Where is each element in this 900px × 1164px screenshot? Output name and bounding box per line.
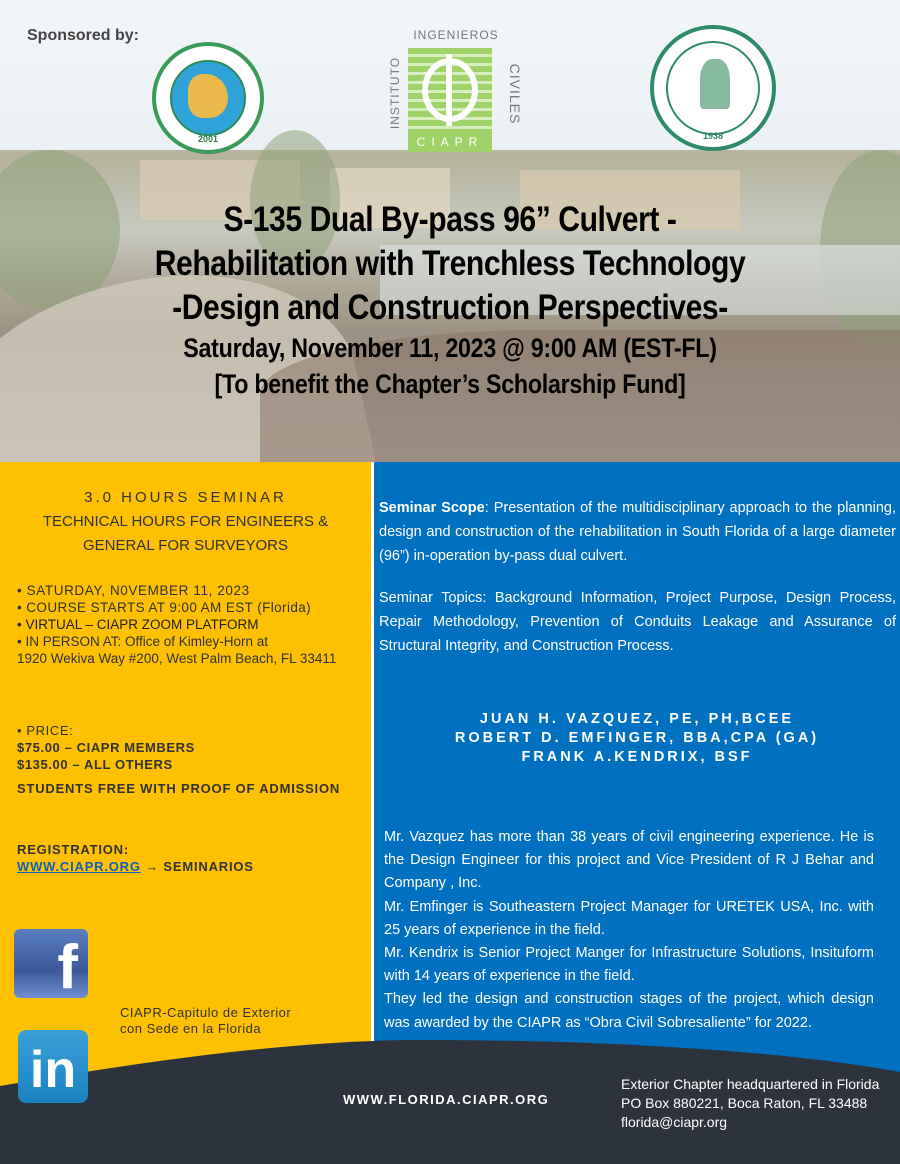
seminar-topics: Seminar Topics: Background Information, Project Purpose, Design Process, Repair Methodology, Prevention of Conduits Leakage and Assurance of Structural Integrity, and Construction Process. (379, 590, 896, 654)
speaker-name: FRANK A.KENDRIX, BSF (521, 749, 753, 765)
event-benefit: [To benefit the Chapter’s Scholarship Fund] (214, 369, 686, 399)
seminar-sub: TECHNICAL HOURS FOR ENGINEERS & (42, 513, 329, 530)
price-label: • PRICE: (17, 723, 74, 738)
event-detail-item: • COURSE STARTS AT 9:00 AM EST (Florida) (17, 600, 312, 615)
chapter-name-line: CIAPR-Capitulo de Exterior (120, 1005, 292, 1020)
ciapr-logo-icon (384, 28, 524, 156)
speakers-list (374, 710, 900, 767)
footer-url[interactable]: WWW.FLORIDA.CIAPR.ORG (343, 1092, 550, 1107)
event-title-line: -Design and Construction Perspectives- (172, 288, 728, 327)
event-title-line: S-135 Dual By-pass 96” Culvert - (223, 200, 677, 239)
price-block (17, 722, 195, 773)
cia-seal-icon (650, 25, 776, 151)
ciapr-logo-right: CIVILES (507, 63, 523, 125)
event-detail-item: 1920 Wekiva Way #200, West Palm Beach, FL 33411 (17, 651, 337, 666)
price-members: $75.00 – CIAPR MEMBERS (17, 740, 195, 755)
speaker-bios (384, 826, 874, 1035)
registration-block (17, 841, 254, 875)
seminar-scope (379, 496, 896, 568)
speaker-bio: Mr. Vazquez has more than 38 years of civil engineering experience. He is the Design Engineer for this project and Vice President of R J Behar and Company , Inc. (384, 829, 874, 892)
cia-seal-year: 1938 (702, 131, 724, 141)
students-note: STUDENTS FREE WITH PROOF OF ADMISSION (17, 781, 341, 796)
event-title-line: Rehabilitation with Trenchless Technology (154, 244, 746, 283)
speaker-bio: Mr. Kendrix is Senior Project Manger for Infrastructure Solutions, Insituform with 14 years of experience in the field. (384, 945, 874, 985)
ciapr-logo-top: INGENIEROS (413, 28, 499, 42)
linkedin-icon[interactable]: in (18, 1030, 88, 1103)
hero-banner (0, 0, 900, 462)
ciapr-logo-left: INSTITUTO (388, 56, 402, 130)
event-date: Saturday, November 11, 2023 @ 9:00 AM (EST-FL) (183, 333, 717, 363)
speaker-name: JUAN H. VAZQUEZ, PE, PH,BCEE (479, 711, 795, 727)
price-others: $135.00 – ALL OTHERS (17, 757, 173, 772)
footer-address (621, 1075, 879, 1132)
footer-address-line: PO Box 880221, Boca Raton, FL 33488 (621, 1095, 868, 1111)
registration-link[interactable]: WWW.CIAPR.ORG (17, 859, 141, 874)
scope-label: Seminar Scope (379, 500, 485, 516)
chapter-name-line: con Sede en la Florida (120, 1021, 262, 1036)
registration-arrow-text: → SEMINARIOS (145, 859, 254, 874)
event-details-list (17, 582, 336, 667)
seminar-hours: 3.0 HOURS SEMINAR (84, 489, 287, 506)
speaker-bio: They led the design and construction stages of the project, which design was awarded by the CIAPR as “Obra Civil Sobresaliente” for 2022. (384, 991, 874, 1031)
event-detail-item: • VIRTUAL – CIAPR ZOOM PLATFORM (17, 617, 259, 632)
footer-email[interactable]: florida@ciapr.org (621, 1114, 728, 1130)
seminar-sub: GENERAL FOR SURVEYORS (82, 537, 289, 554)
speaker-bio: Mr. Emfinger is Southeastern Project Manager for URETEK USA, Inc. with 25 years of experience in the field. (384, 898, 874, 938)
speaker-name: ROBERT D. EMFINGER, BBA,CPA (GA) (454, 730, 820, 746)
seminar-heading (0, 486, 371, 558)
column-divider (371, 462, 374, 1082)
ciapr-logo-bottom: CIAPR (408, 132, 492, 152)
event-detail-item: • SATURDAY, N0VEMBER 11, 2023 (17, 583, 250, 598)
chapter-seal-icon (152, 42, 264, 154)
scope-text: : Presentation of the multidisciplinary approach to the planning, design and construction of the rehabilitation in South Florida of a large diameter (96”) in-operation by-pass dual culvert. (379, 500, 897, 564)
footer-address-line: Exterior Chapter headquartered in Florida (621, 1076, 880, 1092)
chapter-seal-year: 2001 (197, 134, 219, 144)
sponsored-label: Sponsored by: (27, 27, 140, 44)
event-detail-item: • IN PERSON AT: Office of Kimley-Horn at (17, 634, 269, 649)
registration-label: REGISTRATION: (17, 842, 129, 857)
facebook-icon[interactable]: f (14, 929, 88, 998)
event-title-block (0, 198, 900, 402)
